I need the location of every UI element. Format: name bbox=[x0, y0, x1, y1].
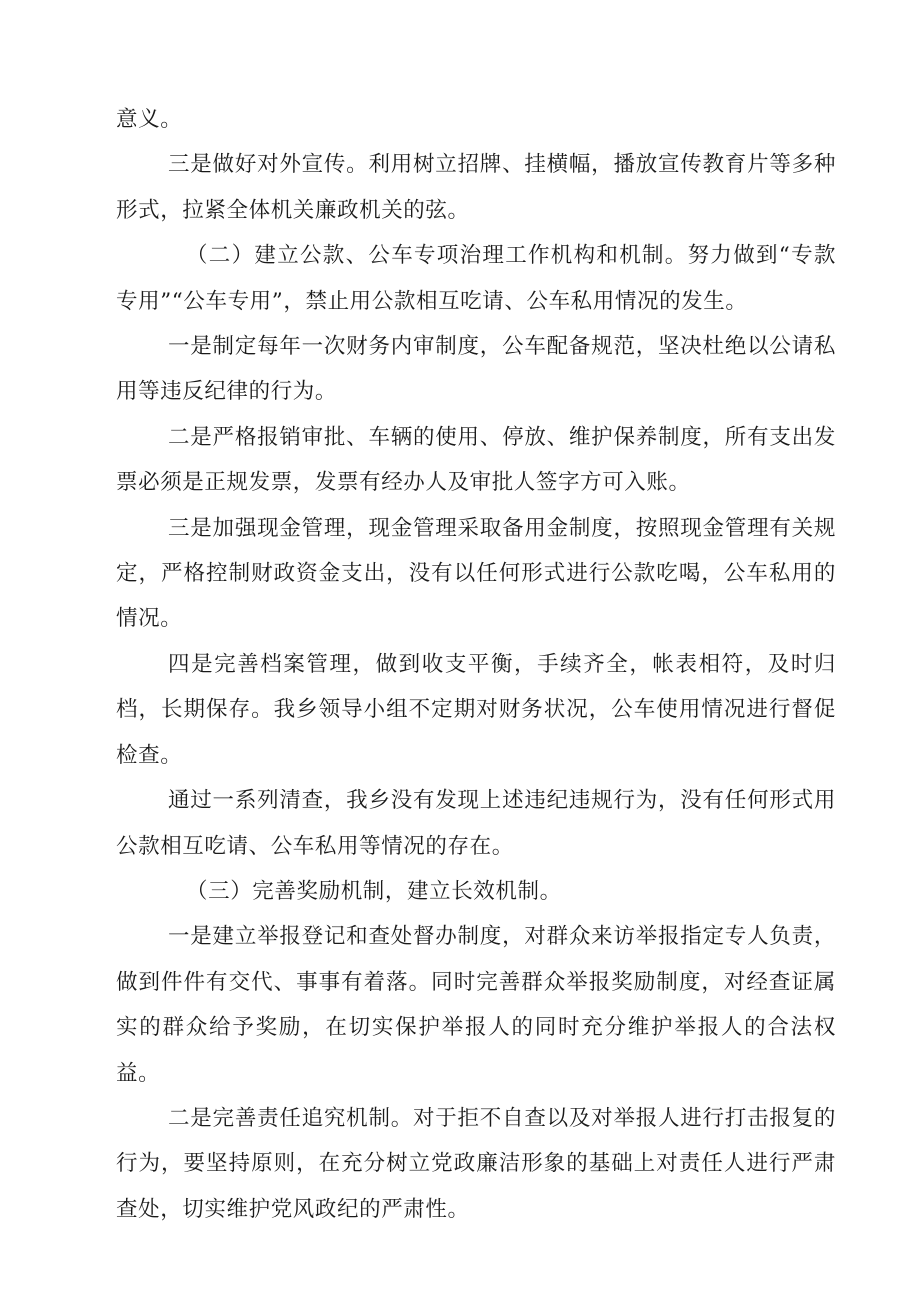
paragraph-cash-management: 三是加强现金管理，现金管理采取备用金制度，按照现金管理有关规定，严格控制财政资金支出，没有以任何形式进行公款吃喝，公车私用的情况。 bbox=[116, 515, 836, 632]
paragraph-continuation: 意义。 bbox=[116, 107, 183, 132]
section-heading-2: （二）建立公款、公车专项治理工作机构和机制。努力做到“专款专用”“公车专用”，禁止用公款相互吃请、公车私用情况的发生。 bbox=[116, 243, 836, 314]
paragraph-reporting: 一是建立举报登记和查处督办制度，对群众来访举报指定专人负责，做到件件有交代、事事有着落。同时完善群众举报奖励制度，对经查证属实的群众给予奖励，在切实保护举报人的同时充分维护举报人的合法权益。 bbox=[116, 924, 836, 1086]
paragraph-publicity: 三是做好对外宣传。利用树立招牌、挂横幅，播放宣传教育片等多种形式，拉紧全体机关廉政机关的弦。 bbox=[116, 152, 836, 223]
paragraph-reimbursement: 二是严格报销审批、车辆的使用、停放、维护保养制度，所有支出发票必须是正规发票，发票有经办人及审批人签字方可入账。 bbox=[116, 424, 836, 496]
paragraph-accountability: 二是完善责任追究机制。对于拒不自查以及对举报人进行打击报复的行为，要坚持原则，在充分树立党政廉洁形象的基础上对责任人进行严肃查处，切实维护党风政纪的严肃性。 bbox=[116, 1105, 836, 1222]
paragraph-inspection-result: 通过一系列清查，我乡没有发现上述违纪违规行为，没有任何形式用公款相互吃请、公车私用等情况的存在。 bbox=[116, 788, 836, 859]
document-body bbox=[116, 97, 836, 1232]
section-heading-3: （三）完善奖励机制，建立长效机制。 bbox=[186, 878, 562, 904]
paragraph-audit: 一是制定每年一次财务内审制度，公车配备规范，坚决杜绝以公请私用等违反纪律的行为。 bbox=[116, 334, 836, 405]
paragraph-archives: 四是完善档案管理，做到收支平衡，手续齐全，帐表相符，及时归档，长期保存。我乡领导小组不定期对财务状况，公车使用情况进行督促检查。 bbox=[116, 651, 836, 768]
